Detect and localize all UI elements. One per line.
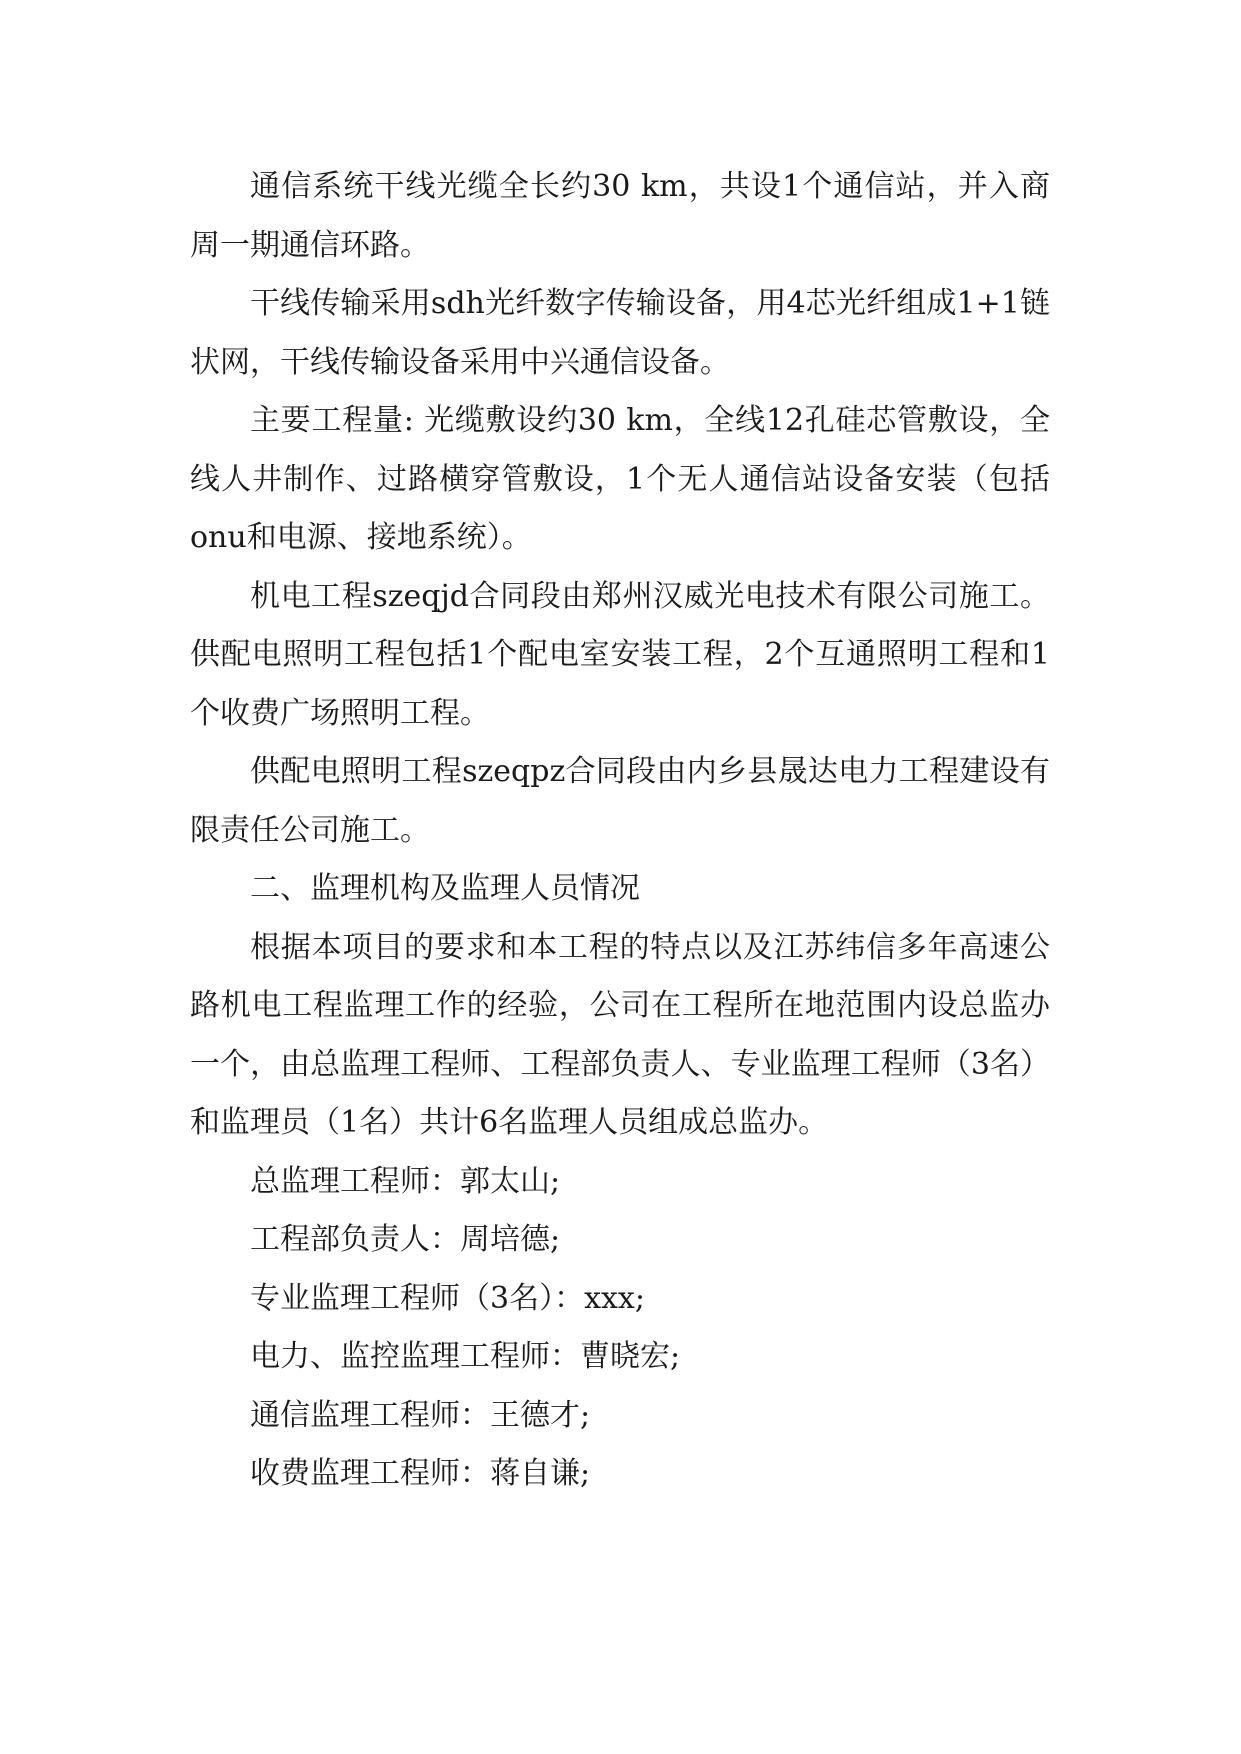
document-page (190, 158, 1050, 1504)
paragraph-power-lighting-contract: 供配电照明工程szeqpz合同段由内乡县晟达电力工程建设有限责任公司施工。 (190, 754, 1050, 848)
paragraph-electromechanical-contract: 机电工程szeqjd合同段由郑州汉威光电技术有限公司施工。供配电照明工程包括1个配电室安装工程，2个互通照明工程和1个收费广场照明工程。 (190, 578, 1050, 731)
paragraph-trunk-transmission: 干线传输采用sdh光纤数字传输设备，用4芯光纤组成1+1链状网，干线传输设备采用中兴通信设备。 (190, 286, 1050, 380)
staff-communication-engineer: 通信监理工程师：王德才; (250, 1397, 591, 1433)
paragraph-communication-system: 通信系统干线光缆全长约30 km，共设1个通信站，并入商周一期通信环路。 (190, 169, 1050, 263)
paragraph-supervision-office: 根据本项目的要求和本工程的特点以及江苏纬信多年高速公路机电工程监理工作的经验，公司在工程所在地范围内设总监办一个，由总监理工程师、工程部负责人、专业监理工程师（3名）和监理员（1名）共计6名监理人员组成总监办。 (190, 929, 1050, 1140)
staff-power-monitoring-engineer: 电力、监控监理工程师：曹晓宏; (250, 1339, 681, 1374)
section-heading-supervision: 二、监理机构及监理人员情况 (250, 871, 640, 906)
staff-chief-engineer: 总监理工程师：郭太山; (250, 1163, 561, 1199)
paragraph-main-quantities: 主要工程量: 光缆敷设约30 km，全线12孔硅芯管敷设，全线人井制作、过路横穿管敷设，1个无人通信站设备安装（包括onu和电源、接地系统）。 (190, 403, 1050, 555)
staff-engineering-head: 工程部负责人：周培德; (250, 1222, 561, 1257)
staff-specialist-engineers: 专业监理工程师（3名）：xxx; (250, 1280, 645, 1316)
staff-toll-engineer: 收费监理工程师：蒋自谦; (250, 1456, 591, 1491)
